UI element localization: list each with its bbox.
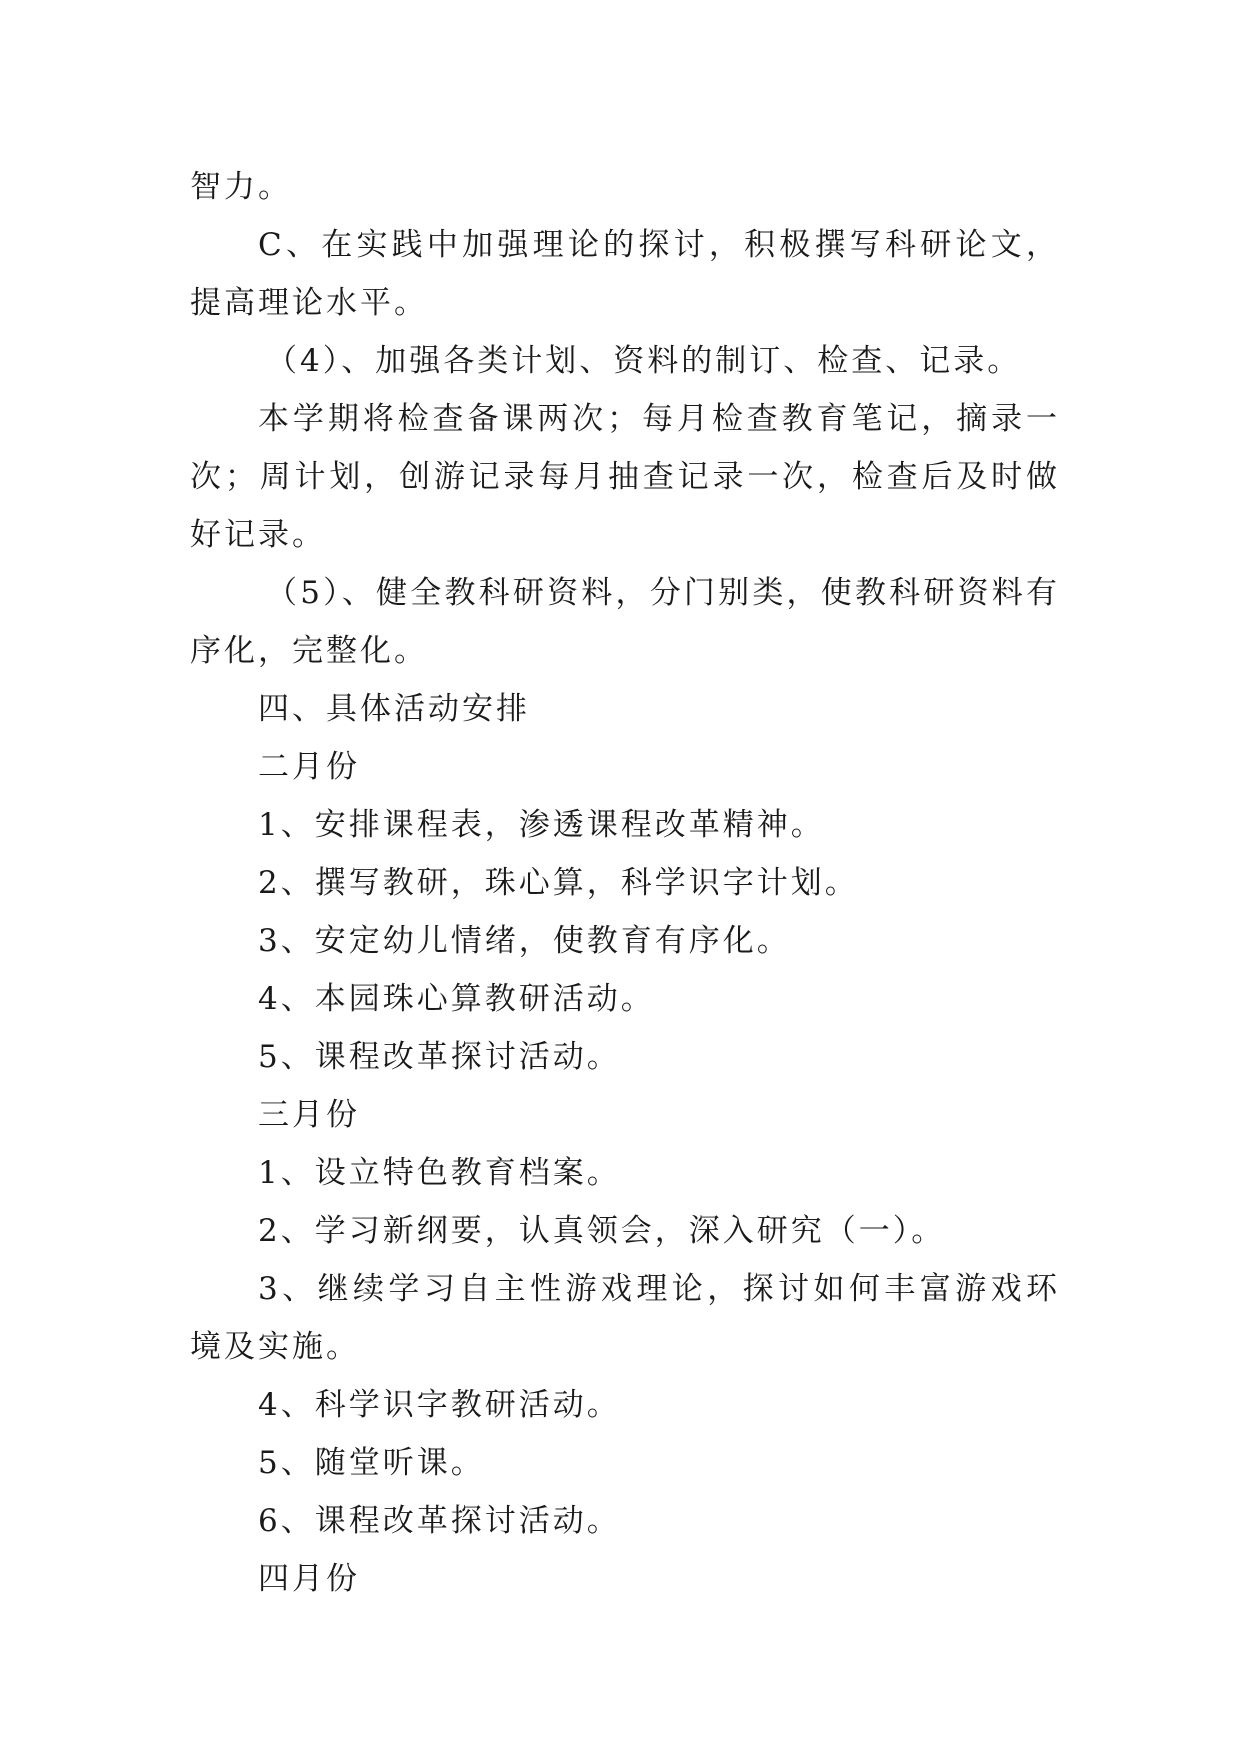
list-item: 6、课程改革探讨活动。: [258, 1503, 621, 1539]
paragraph-check-schedule: 本学期将检查备课两次；每月检查教育笔记，摘录一次；周计划，创游记录每月抽查记录一次，检查后及时做好记录。: [190, 401, 1060, 553]
document-body: [190, 158, 1060, 1608]
paragraph-continuation: 智力。: [190, 169, 292, 205]
list-item: 4、科学识字教研活动。: [258, 1387, 621, 1423]
month-heading-february: 二月份: [258, 749, 360, 785]
list-item: 4、本园珠心算教研活动。: [258, 981, 655, 1017]
paragraph-item-c: C、在实践中加强理论的探讨，积极撰写科研论文，提高理论水平。: [190, 227, 1060, 321]
month-heading-april: 四月份: [258, 1561, 360, 1597]
list-item: 5、课程改革探讨活动。: [258, 1039, 621, 1075]
list-item: 5、随堂听课。: [258, 1445, 485, 1481]
paragraph-item-4: （4）、加强各类计划、资料的制订、检查、记录。: [266, 343, 1022, 379]
list-item: 2、学习新纲要，认真领会，深入研究（一）。: [258, 1213, 946, 1249]
month-heading-march: 三月份: [258, 1097, 360, 1133]
list-item: 3、继续学习自主性游戏理论，探讨如何丰富游戏环境及实施。: [190, 1271, 1060, 1365]
paragraph-item-5: （5）、健全教科研资料，分门别类，使教科研资料有序化，完整化。: [190, 575, 1060, 669]
list-item: 3、安定幼儿情绪，使教育有序化。: [258, 923, 791, 959]
list-item: 2、撰写教研，珠心算，科学识字计划。: [258, 865, 859, 901]
section-heading-activities: 四、具体活动安排: [258, 691, 530, 727]
list-item: 1、安排课程表，渗透课程改革精神。: [258, 807, 825, 843]
list-item: 1、设立特色教育档案。: [258, 1155, 621, 1191]
